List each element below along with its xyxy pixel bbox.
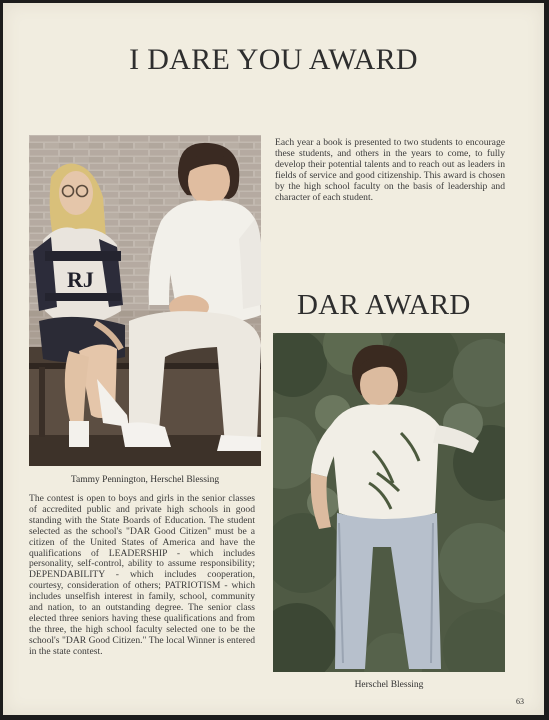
dar-winner-photo-graphic <box>273 333 505 672</box>
award-winners-photo-graphic <box>29 135 261 466</box>
dar-award-heading: DAR AWARD <box>297 289 471 321</box>
page-number: 63 <box>516 697 524 706</box>
yearbook-page <box>3 3 544 715</box>
award-winners-photo <box>29 135 261 466</box>
jersey-lettering: RJ <box>67 267 94 292</box>
i-dare-you-award-description: Each year a book is presented to two students to encourage these students, and others in the years to come, to fully develop their potential talents and to reach out as leaders in fields of service and good citizenship. This award is chosen by the high school faculty on the basis of leadership and character of each student. <box>275 137 505 203</box>
i-dare-you-award-heading: I DARE YOU AWARD <box>129 43 418 76</box>
photo-caption-winners: Tammy Pennington, Herschel Blessing <box>70 475 220 485</box>
dar-winner-photo <box>273 333 505 672</box>
dar-award-description: The contest is open to boys and girls in the senior classes of accredited public and private high schools in good standing with the State Boards of Education. The student selected as the school's "DAR Good Citizen" must be a citizen of the United States of America and have the qualifications of LEADERSHIP - which includes personality, self-control, ability to assume responsibility; DEPENDABILITY - which includes cooperation, courtesy, consideration of others; PATRIOTISM - which includes unselfish interest in family, school, community and nation, to an outstanding degree. The senior class elected three seniors having these qualifications and from the three, the high school faculty selected one to be the school's "DAR Good Citizen." The local Winner is entered in the state contest. <box>29 493 255 657</box>
photo-caption-dar-winner: Herschel Blessing <box>354 680 424 690</box>
